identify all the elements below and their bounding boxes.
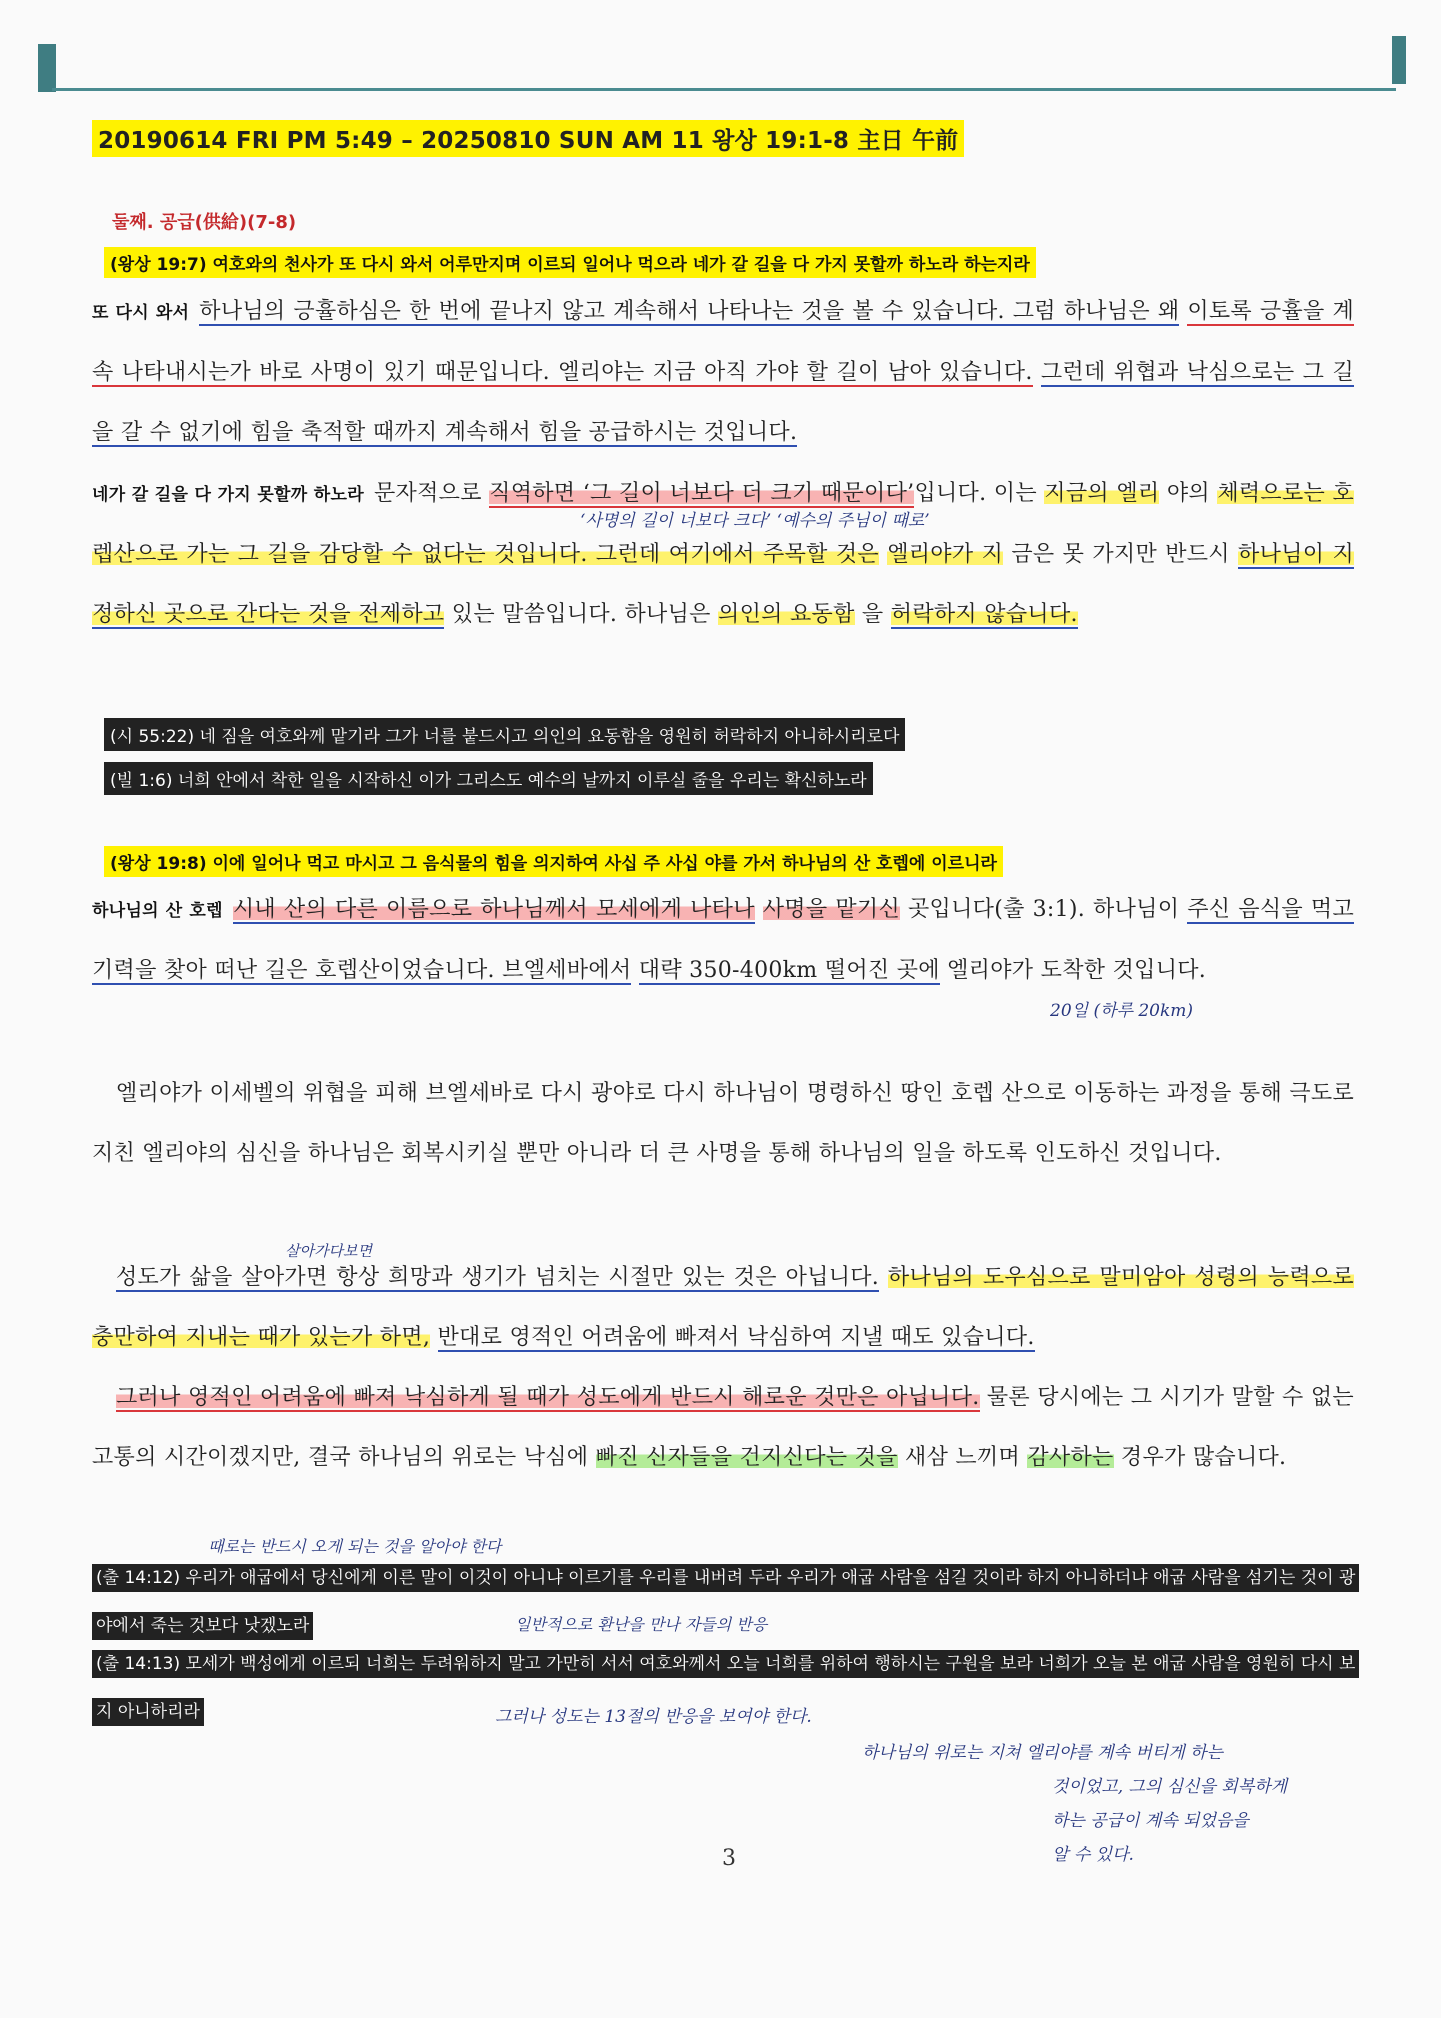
handwritten-note: 때로는 반드시 오게 되는 것을 알아야 한다 [208,1537,502,1556]
handwritten-margin-note [862,1736,1342,1872]
highlighted-text: 체력으로는 호렙산으로 가는 그 길을 감당할 수 없다는 것입니다. 그런데 여기에서 주목할 것은 [92,481,1355,567]
highlighted-text: 엘리야가 지 [887,542,1004,567]
highlighted-text: 하나님의 도우심으로 말미암아 성령의 능력으로 충만하여 지내는 때가 있는가 하면, [92,1265,1355,1350]
paragraph-text: 곳입니다(출 3:1). 하나님이 [908,897,1180,922]
sermon-header-line: 20190614 FRI PM 5:49 – 20250810 SUN AM 11 왕상 19:1-8 主日 午前 [92,120,964,157]
handwritten-note: 그러나 성도는 13절의 반응을 보여야 한다. [495,1707,812,1727]
paragraph-text: 있는 말씀입니다. 하나님은 [451,602,711,627]
paragraph-text: 하나님의 긍휼하심은 한 번에 끝나지 않고 계속해서 나타나는 것을 볼 수 있습니다. 그럼 하나님은 왜 [199,299,1180,324]
paragraph-text: 도착한 것입니다. [1040,958,1207,983]
note-line: 것이었고, 그의 심신을 회복하게 [1052,1777,1288,1797]
highlighted-text: 하나님이 지정하신 곳으로 간다는 것을 전제하고 [92,542,1354,627]
paragraph-lead: 네가 갈 길을 다 가지 못할까 하노라 [92,485,364,505]
page-number: 3 [722,1846,736,1871]
verse-kings-19-8: (왕상 19:8) 이에 일어나 먹고 마시고 그 음식물의 힘을 의지하여 사십 주 사십 야를 가서 하나님의 산 호렙에 이르니라 [104,846,1003,877]
handwritten-note: 살아가다보면 [285,1242,372,1260]
highlighted-text: 사명을 맡기신 [762,897,901,922]
verse-exodus-14-12 [92,1554,1360,1650]
handwritten-note: 일반적으로 환난을 만나 자들의 반응 [515,1615,768,1634]
highlighted-text: 지금의 엘리 [1044,481,1160,506]
paragraph-text: 물론 당시에는 그 시기가 말할 수 없는 고통의 시간이겠지만, 결국 하나님의 위로는 낙심에 [92,1385,1354,1470]
note-line: 알 수 있다. [1052,1845,1134,1865]
highlighted-text: 시내 산의 다른 이름으로 하나님께서 모세에게 나타나 [232,897,755,922]
verse-text: (출 14:12) 우리가 애굽에서 당신에게 이른 말이 이것이 아니냐 이르기를 우리를 내버려 두라 우리가 애굽 사람을 섬길 것이라 하지 아니하더냐 애굽 사람을 섬기는 것이 광야에서 죽는 것보다 낫겠노라 [92,1564,1359,1640]
handwritten-note: 20일 (하루 20km) [1050,1001,1194,1021]
paragraph-text: 을 [861,602,884,627]
paragraph-text: 야의 [1166,481,1210,506]
paragraph-text: 금은 못 가지만 반드시 [1011,542,1230,567]
paragraph-text: 대략 350-400km 떨어진 곳에 [638,958,940,983]
header-bar-right [1392,36,1406,84]
note-line: 하나님의 위로는 지쳐 엘리야를 계속 버티게 하는 [862,1743,1223,1763]
paragraph-text: 이토록 긍휼을 계속 나타내시는가 바로 사명이 있기 때문입니다. 엘리야는 지금 아직 가야 할 길이 남아 있습니다. [92,299,1355,385]
paragraph-again-came [92,282,1354,463]
paragraph-text: 경우가 많습니다. [1120,1445,1287,1470]
paragraph-text: 새삼 느끼며 [905,1445,1021,1470]
paragraph-spiritual-difficulty [92,1368,1354,1488]
paragraph-text: 성도가 삶을 살아가면 항상 희망과 생기가 넘치는 시절만 있는 것은 아닙니다. [116,1265,880,1290]
verse-text: (출 14:13) 모세가 백성에게 이르되 너희는 두려워하지 말고 가만히 서서 여호와께서 오늘 너희를 위하여 행하시는 구원을 보라 너희가 오늘 본 애굽 사람을 영원히 다시 보지 아니하리라 [92,1650,1359,1726]
section-title: 둘째. 공급(供給)(7-8) [112,212,297,233]
verse-philippians-1-6: (빌 1:6) 너희 안에서 착한 일을 시작하신 이가 그리스도 예수의 날까지 이루실 줄을 우리는 확신하노라 [104,762,873,795]
paragraph-lead: 하나님의 산 호렙 [92,901,223,921]
paragraph-text: 그런데 위협과 낙심으로는 그 길을 갈 수 없기에 힘을 축적할 때까지 계속해서 힘을 공급하시는 것입니다. [92,360,1354,445]
highlighted-text: 의인의 요동함 [718,602,855,627]
highlighted-text: 직역하면 ‘그 길이 너보다 더 크기 때문이다’ [489,481,915,506]
highlighted-text: 빠진 신자들을 건지신다는 것을 [595,1445,898,1470]
paragraph-journey-too-great [92,464,1354,645]
verse-kings-19-7: (왕상 19:7) 여호와의 천사가 또 다시 와서 어루만지며 이르되 일어나 먹으라 네가 갈 길을 다 가지 못할까 하노라 하는지라 [104,247,1036,278]
paragraph-text: 반대로 영적인 어려움에 빠져서 낙심하여 지낼 때도 있습니다. [437,1325,1035,1350]
highlighted-text: 그러나 영적인 어려움에 빠져 낙심하게 될 때가 성도에게 반드시 해로운 것만은 아닙니다. [116,1385,980,1410]
paragraph-text: 주신 음식을 먹고 기력을 찾아 떠난 길은 호렙산이었습니다. 브엘세바에서 [92,897,1355,983]
header-bar-left [38,44,56,92]
paragraph-text: 엘리야가 [947,958,1034,983]
highlighted-text: 감사하는 [1027,1445,1114,1470]
paragraph-mount-horeb [92,880,1354,1001]
paragraph-text: 입니다. 이는 [914,481,1037,506]
highlighted-text: 허락하지 않습니다. [890,602,1078,627]
paragraph-lead: 또 다시 와서 [92,303,190,323]
paragraph-elijah-journey: 엘리야가 이세벨의 위협을 피해 브엘세바로 다시 광야로 다시 하나님이 명령하신 땅인 호렙 산으로 이동하는 과정을 통해 극도로 지친 엘리야의 심신을 하나님은 회복시키실 뿐만 아니라 더 큰 사명을 통해 하나님의 일을 하도록 인도하신 것입니다. [92,1081,1354,1166]
verse-psalm-55-22: (시 55:22) 네 짐을 여호와께 맡기라 그가 너를 붙드시고 의인의 요동함을 영원히 허락하지 아니하시리로다 [104,718,905,751]
paragraph-saints-life [92,1248,1354,1368]
header-rule [52,88,1396,91]
handwritten-note: ‘사명의 길이 너보다 크다’ ‘예수의 주님이 때로’ [580,511,930,531]
paragraph-text: 문자적으로 [373,481,482,506]
note-line: 하는 공급이 계속 되었음을 [1052,1811,1249,1831]
